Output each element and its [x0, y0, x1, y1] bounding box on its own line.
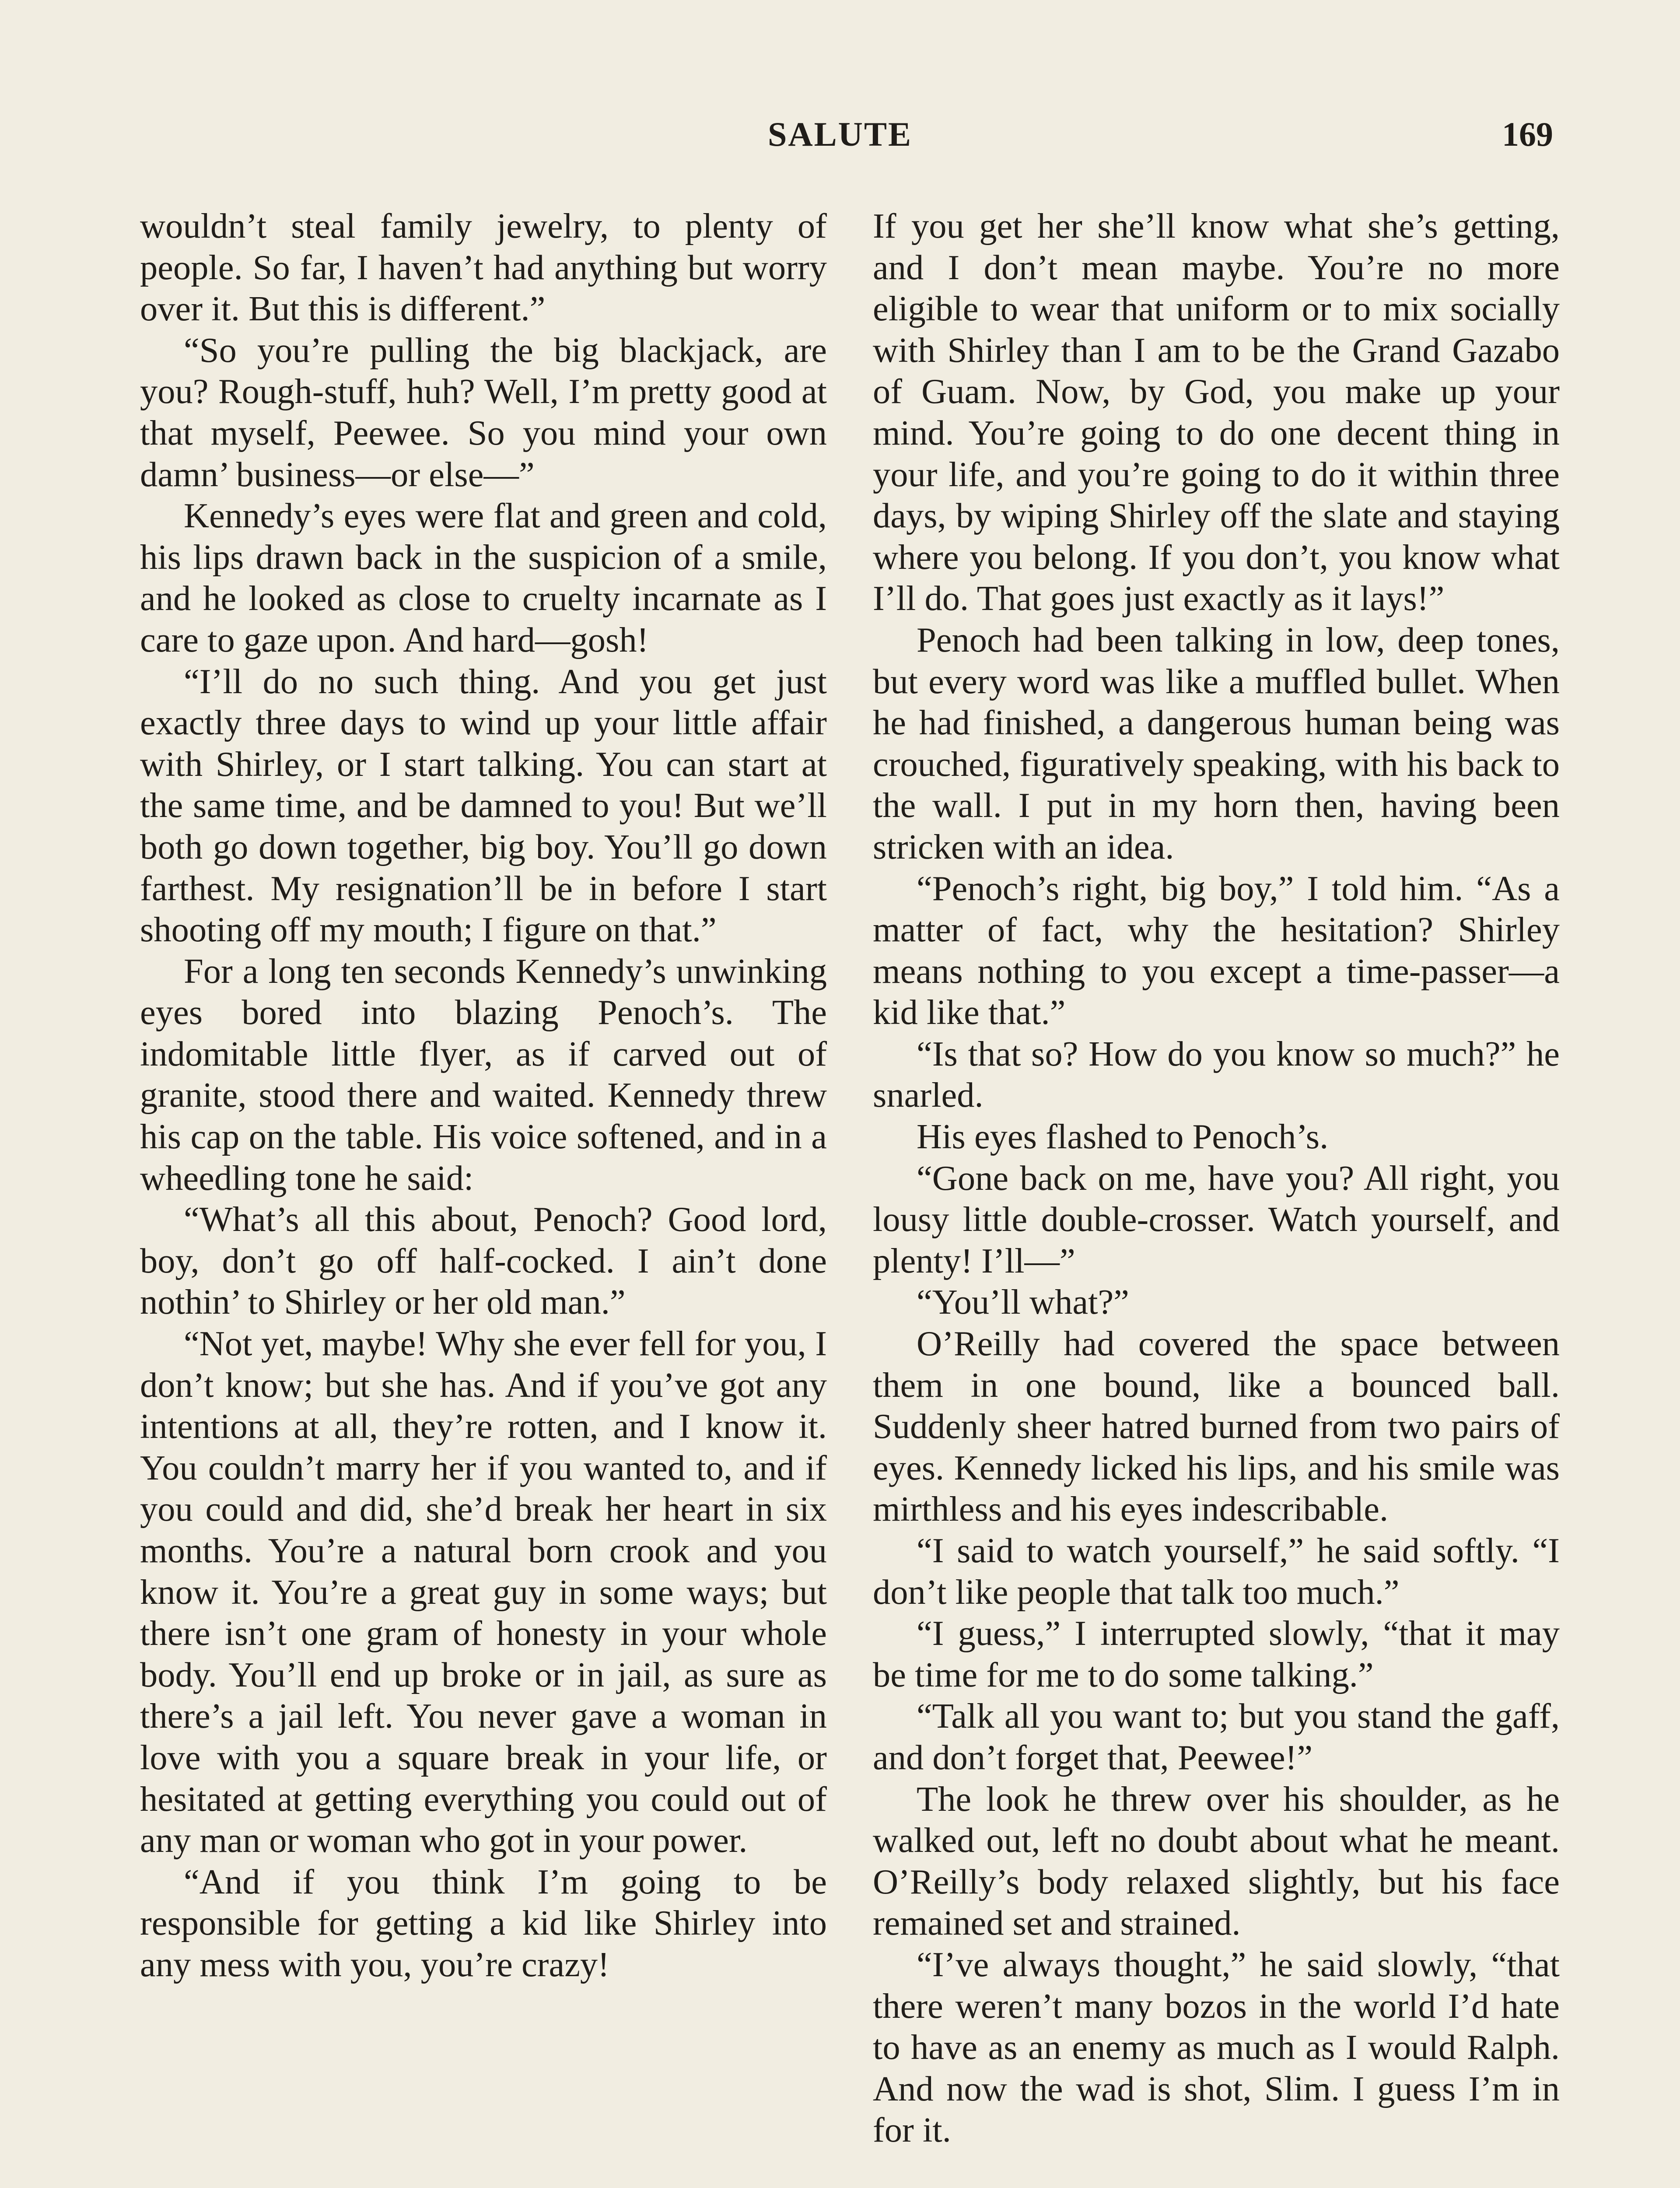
page-number: 169	[1502, 115, 1553, 153]
paragraph: “I said to watch yourself,” he said softly. “I don’t like people that talk too much.”	[873, 1531, 1560, 1612]
paragraph: “I’ll do no such thing. And you get just exactly three days to wind up your little affair with Shirley, or I start talking. You can start at the same time, and be damned to you! But we’ll both go down together, big boy. You’ll go down farthest. My resignation’ll be in before I start shooting off my mouth; I figure on that.”	[140, 662, 827, 950]
paragraph: “And if you think I’m going to be responsible for getting a kid like Shirley into any mess with you, you’re crazy!	[140, 1862, 827, 1984]
paragraph: “Penoch’s right, big boy,” I told him. “As a matter of fact, why the hesitation? Shirley means nothing to you except a time-passer—a kid like that.”	[873, 869, 1560, 1032]
paragraph: For a long ten seconds Kennedy’s unwinking eyes bored into blazing Penoch’s. The indomitable little flyer, as if carved out of granite, stood there and waited. Kennedy threw his cap on the table. His voice softened, and in a wheedling tone he said:	[140, 951, 827, 1198]
page-header	[0, 115, 1680, 163]
paragraph: His eyes flashed to Penoch’s.	[917, 1117, 1329, 1157]
paragraph: “So you’re pulling the big blackjack, are you? Rough-stuff, huh? Well, I’m pretty good at that myself, Peewee. So you mind your own damn’ business—or else—”	[140, 330, 827, 494]
paragraph: O’Reilly had covered the space between them in one bound, like a bounced ball. Suddenly sheer hatred burned from two pairs of eyes. Kennedy licked his lips, and his smile was mirthless and his eyes indescribable.	[873, 1324, 1560, 1529]
paragraph: If you get her she’ll know what she’s getting, and I don’t mean maybe. You’re no more eligible to wear that uniform or to mix socially with Shirley than I am to be the Grand Gazabo of Guam. Now, by God, you make up your mind. You’re going to do one decent thing in your life, and you’re going to do it within three days, by wiping Shirley off the slate and staying where you belong. If you don’t, you know what I’ll do. That goes just exactly as it lays!”	[873, 207, 1560, 618]
paragraph: “I guess,” I interrupted slowly, “that it may be time for me to do some talking.”	[873, 1614, 1560, 1694]
paragraph: “What’s all this about, Penoch? Good lord, boy, don’t go off half-cocked. I ain’t done nothin’ to Shirley or her old man.”	[140, 1200, 827, 1322]
paragraph: Penoch had been talking in low, deep tones, but every word was like a muffled bullet. When he had finished, a dangerous human being was crouched, figuratively speaking, with his back to the wall. I put in my horn then, having been stricken with an idea.	[873, 620, 1560, 866]
paragraph: “Gone back on me, have you? All right, you lousy little double-crosser. Watch yourself, and plenty! I’ll—”	[873, 1158, 1560, 1280]
paragraph: “Not yet, maybe! Why she ever fell for you, I don’t know; but she has. And if you’ve got any intentions at all, they’re rotten, and I know it. You couldn’t marry her if you wanted to, and if you could and did, she’d break her heart in six months. You’re a natural born crook and you know it. You’re a great guy in some ways; but there isn’t one gram of honesty in your whole body. You’ll end up broke or in jail, as sure as there’s a jail left. You never gave a woman in love with you a square break in your life, or hesitated at getting everything you could out of any man or woman who got in your power.	[140, 1324, 827, 1860]
paragraph: “I’ve always thought,” he said slowly, “that there weren’t many bozos in the world I’d hate to have as an enemy as much as I would Ralph. And now the wad is shot, Slim. I guess I’m in for it.	[873, 1945, 1560, 2150]
paragraph: wouldn’t steal family jewelry, to plenty of people. So far, I haven’t had anything but worry over it. But this is different.”	[140, 207, 827, 329]
paragraph: Kennedy’s eyes were flat and green and cold, his lips drawn back in the suspicion of a smile, and he looked as close to cruelty incarnate as I care to gaze upon. And hard—gosh!	[140, 496, 827, 659]
left-column	[140, 206, 827, 1986]
paragraph: The look he threw over his shoulder, as he walked out, left no doubt about what he meant. O’Reilly’s body relaxed slightly, but his face remained set and strained.	[873, 1779, 1560, 1943]
running-head: SALUTE	[767, 115, 913, 153]
paragraph: “Talk all you want to; but you stand the gaff, and don’t forget that, Peewee!”	[873, 1697, 1560, 1777]
right-column	[873, 206, 1560, 2151]
paragraph: “Is that so? How do you know so much?” he snarled.	[873, 1034, 1560, 1115]
paragraph: “You’ll what?”	[917, 1283, 1129, 1322]
